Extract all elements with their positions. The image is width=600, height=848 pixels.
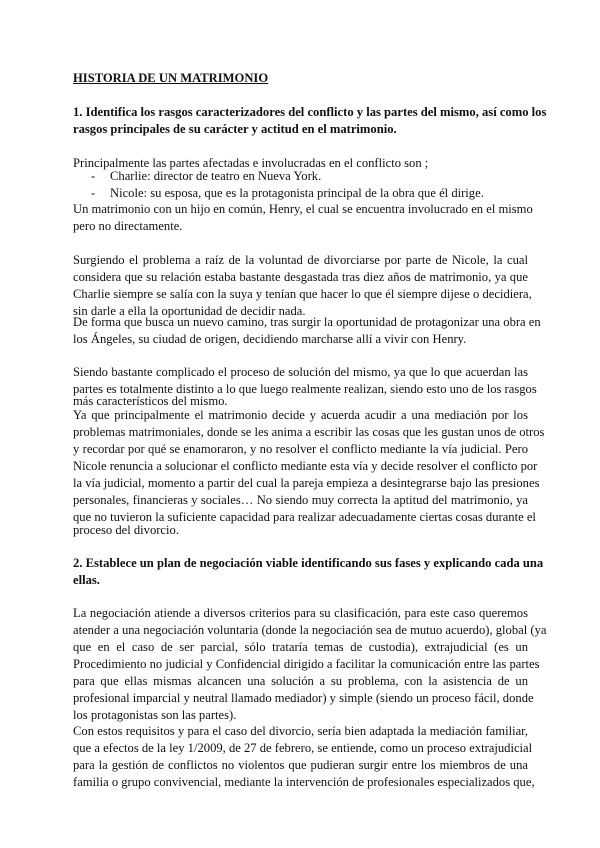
paragraph-line: Ya que principalmente el matrimonio decide y acuerda acudir a una mediación por los — [73, 408, 528, 422]
question-1-line-1: 1. Identifica los rasgos caracterizadores del conflicto y las partes del mismo, así como los — [73, 105, 547, 119]
document-title: HISTORIA DE UN MATRIMONIO — [73, 71, 269, 85]
paragraph-line: Procedimiento no judicial y Confidencial dirigido a facilitar la comunicación entre las partes — [73, 657, 540, 671]
paragraph-line: que en el caso de ser parcial, sólo trataría temas de custodia), extrajudicial (es un — [73, 640, 528, 654]
paragraph-line: Con estos requisitos y para el caso del divorcio, sería bien adaptada la mediación familiar, — [73, 724, 528, 738]
paragraph-line: Charlie siempre se salía con la suya y tenían que hacer lo que él siempre dijese o decidiera, — [73, 287, 532, 301]
paragraph-line: partes es totalmente distinto a lo que luego realmente realizan, siendo esto uno de los rasgos — [73, 382, 537, 396]
paragraph-line: profesional imparcial y neutral llamado mediador) y simple (siendo un proceso fácil, donde — [73, 691, 534, 705]
bullet-dash: - — [91, 186, 96, 200]
paragraph-line: para la gestión de conflictos no violentos que pudieran surgir entre los miembros de una — [73, 758, 528, 772]
paragraph-line: los protagonistas son las partes). — [73, 708, 237, 722]
intro-text: Principalmente las partes afectadas e involucradas en el conflicto son ; — [73, 156, 429, 170]
bullet-charlie: Charlie: director de teatro en Nueva York. — [110, 169, 322, 183]
paragraph-line: sin darle a ella la oportunidad de decidir nada. — [73, 304, 306, 318]
paragraph-line: y recordar por qué se enamoraron, y no resolver el conflicto mediante la vía judicial. Pero — [73, 442, 528, 456]
paragraph-line: considera que su relación estaba bastante desgastada tras diez años de matrimonio, ya que — [73, 270, 528, 284]
paragraph-line: más característicos del mismo. — [73, 394, 228, 408]
paragraph-line: la vía judicial, momento a partir del cual la pareja empieza a desintegrarse bajo las presiones — [73, 476, 540, 490]
paragraph-line: problemas matrimoniales, donde se les anima a escribir las cosas que les gustan unos de otros — [73, 425, 545, 439]
paragraph-line: Siendo bastante complicado el proceso de solución del mismo, ya que lo que acuerdan las — [73, 365, 528, 379]
question-2-line-1: 2. Establece un plan de negociación viable identificando sus fases y explicando cada una — [73, 556, 544, 570]
paragraph-line: Un matrimonio con un hijo en común, Henry, el cual se encuentra involucrado en el mismo — [73, 202, 533, 216]
paragraph-line: para que ellas mismas alcancen una solución a su problema, con la asistencia de un — [73, 674, 528, 688]
paragraph-line: personales, financieras y sociales… No siendo muy correcta la aptitud del matrimonio, ya — [73, 493, 528, 507]
paragraph-line: pero no directamente. — [73, 219, 183, 233]
paragraph-line: La negociación atiende a diversos criterios para su clasificación, para este caso queremos — [73, 606, 528, 620]
paragraph-line: Nicole renuncia a solucionar el conflicto mediante esta vía y decide resolver el conflicto por — [73, 459, 538, 473]
paragraph-line: De forma que busca un nuevo camino, tras surgir la oportunidad de protagonizar una obra en — [73, 315, 541, 329]
question-1-line-2: rasgos principales de su carácter y actitud en el matrimonio. — [73, 122, 397, 136]
paragraph-line: Surgiendo el problema a raíz de la voluntad de divorciarse por parte de Nicole, la cual — [73, 253, 528, 267]
bullet-dash: - — [91, 169, 96, 183]
paragraph-line: que no tuvieron la suficiente capacidad para realizar adecuadamente ciertas cosas durante el — [73, 510, 536, 524]
paragraph-line: que a efectos de la ley 1/2009, de 27 de febrero, se entiende, como un proceso extrajudicial — [73, 741, 533, 755]
question-2-line-2: ellas. — [73, 573, 100, 587]
paragraph-line: atender a una negociación voluntaria (donde la negociación sea de mutuo acuerdo), global (ya — [73, 623, 547, 637]
paragraph-line: familia o grupo convivencial, mediante la intervención de profesionales especializados que, — [73, 775, 535, 789]
paragraph-line: los Ángeles, su ciudad de origen, decidiendo marcharse allí a vivir con Henry. — [73, 332, 467, 346]
bullet-nicole: Nicole: su esposa, que es la protagonista principal de la obra que él dirige. — [110, 186, 484, 200]
paragraph-line: proceso del divorcio. — [73, 523, 179, 537]
